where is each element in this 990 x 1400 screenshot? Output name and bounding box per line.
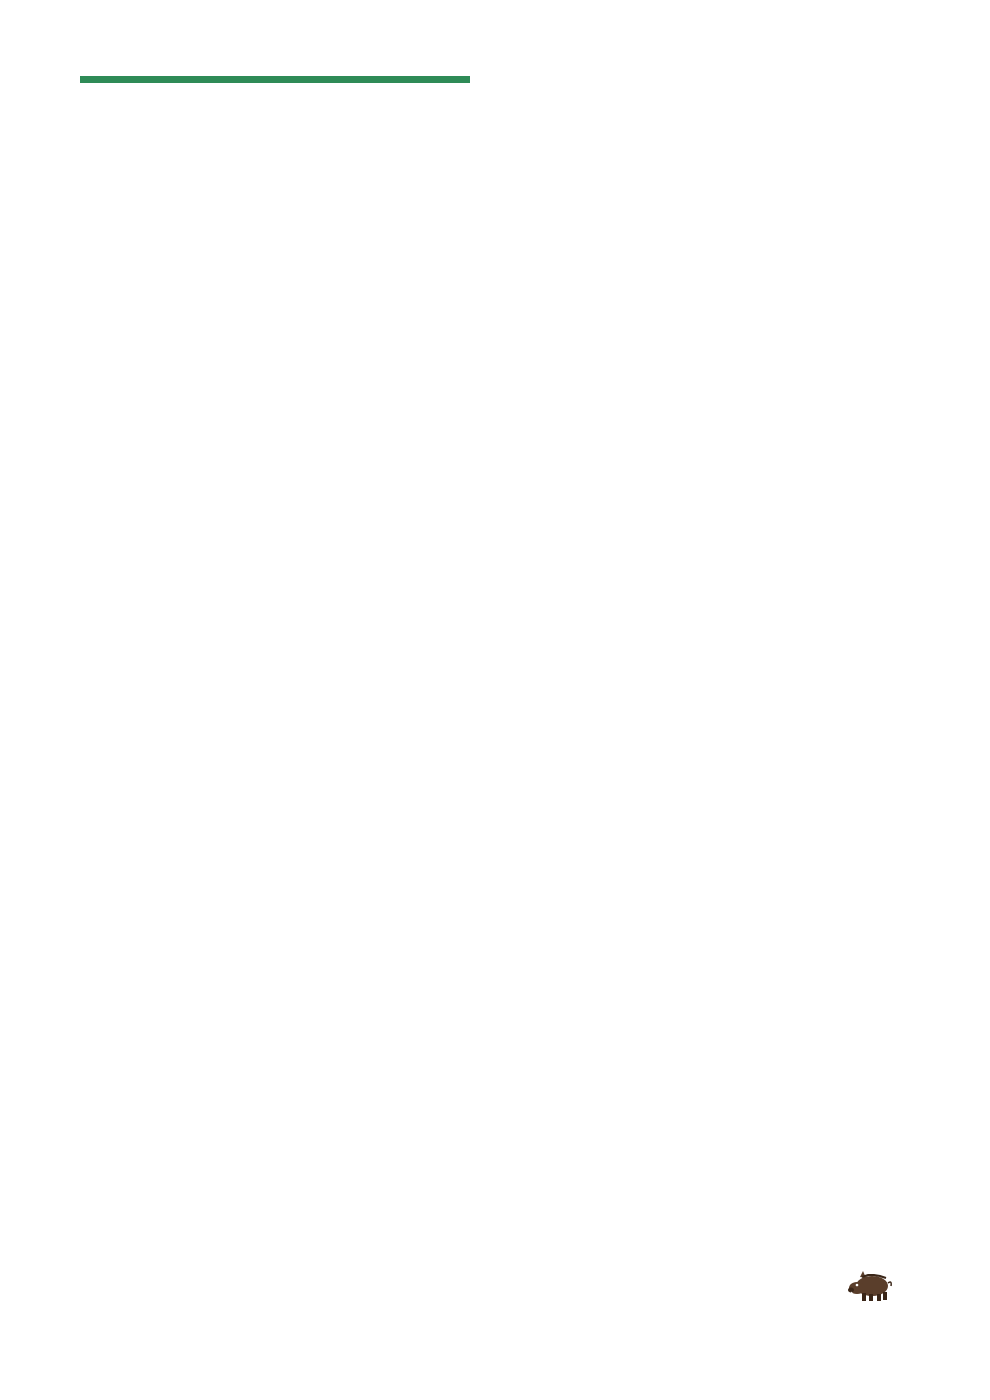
border-left	[36, 0, 50, 1400]
boar-icon	[848, 1268, 894, 1304]
border-right	[942, 0, 956, 1400]
border-top	[0, 0, 990, 24]
header-accent-bar	[80, 76, 470, 83]
border-bottom	[0, 1376, 990, 1400]
